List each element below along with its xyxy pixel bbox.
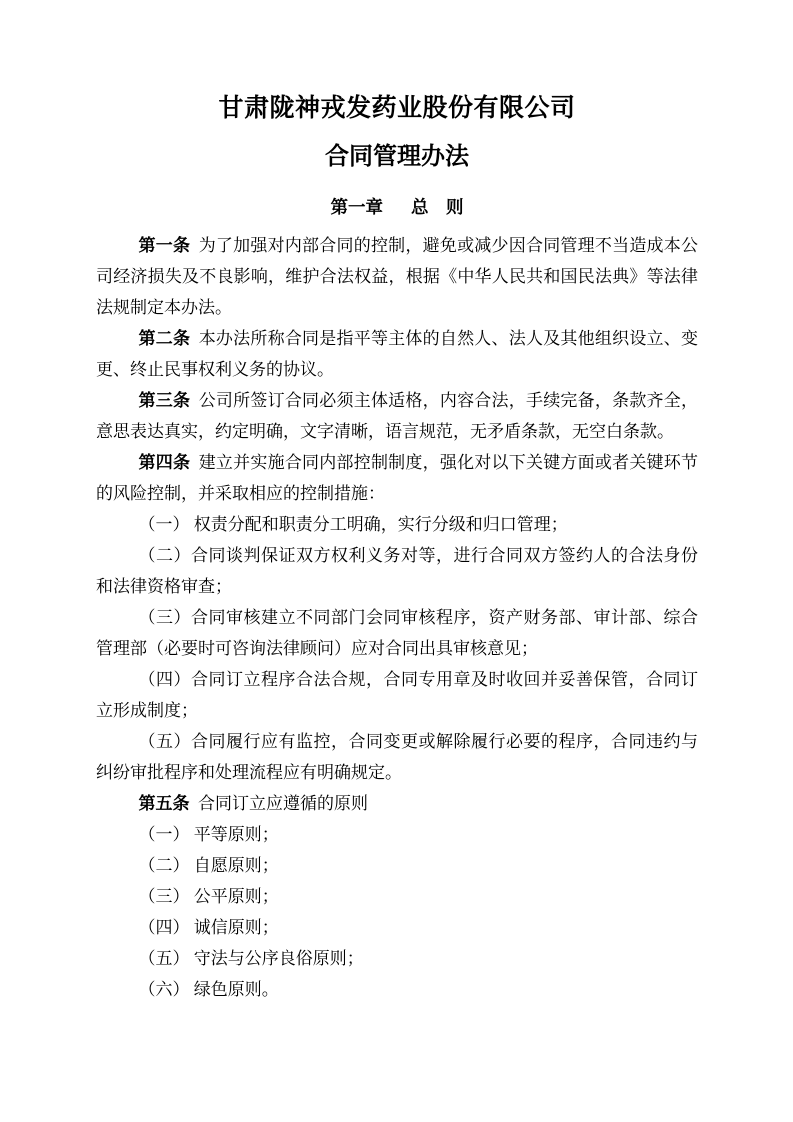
company-title: 甘肃陇神戎发药业股份有限公司 [218, 95, 576, 122]
paragraph [96, 385, 698, 447]
paragraph-text: 公司所签订合同必须主体适格，内容合法，手续完备，条款齐全，意思表达真实，约定明确，文字清晰，语言规范，无矛盾条款，无空白条款。 [96, 391, 699, 441]
paragraph-text: （一） 平等原则； [138, 825, 279, 844]
paragraph [96, 912, 698, 943]
article-label: 第三条 [138, 391, 191, 410]
paragraph [96, 509, 698, 540]
paragraph [96, 323, 698, 385]
paragraph-text: （五） 守法与公序良俗原则； [138, 949, 364, 968]
paragraph-text: （三）合同审核建立不同部门会同审核程序，资产财务部、审计部、综合管理部（必要时可咨询法律顾问）应对合同出具审核意见； [96, 608, 698, 658]
chapter-heading [96, 194, 698, 220]
paragraph-text: （二）合同谈判保证双方权利义务对等，进行合同双方签约人的合法身份和法律资格审查； [96, 546, 698, 596]
document-title: 合同管理办法 [325, 144, 469, 170]
paragraph [96, 850, 698, 881]
paragraph [96, 664, 698, 726]
article-label: 第二条 [138, 329, 191, 348]
paragraph [96, 819, 698, 850]
document-body [96, 230, 698, 1005]
article-label: 第五条 [138, 794, 190, 813]
paragraph [96, 447, 698, 509]
paragraph-text: 建立并实施合同内部控制制度，强化对以下关键方面或者关键环节的风险控制，并采取相应的控制措施： [96, 453, 699, 503]
paragraph [96, 974, 698, 1005]
paragraph-text: 为了加强对内部合同的控制，避免或减少因合同管理不当造成本公司经济损失及不良影响，维护合法权益，根据《中华人民共和国民法典》等法律法规制定本办法。 [96, 236, 699, 317]
paragraph-text: （二） 自愿原则； [138, 856, 279, 875]
paragraph-text: （四） 诚信原则； [138, 918, 279, 937]
paragraph-text: （三） 公平原则； [138, 887, 279, 906]
paragraph-text: （一） 权责分配和职责分工明确，实行分级和归口管理； [138, 515, 568, 534]
paragraph-text: 本办法所称合同是指平等主体的自然人、法人及其他组织设立、变更、终止民事权利义务的协议。 [96, 329, 699, 379]
paragraph [96, 726, 698, 788]
paragraph-text: （五）合同履行应有监控，合同变更或解除履行必要的程序，合同违约与纠纷审批程序和处理流程应有明确规定。 [96, 732, 698, 782]
paragraph [96, 540, 698, 602]
chapter-number: 第一章 [330, 197, 383, 217]
article-label: 第四条 [138, 453, 191, 472]
paragraph [96, 230, 698, 323]
paragraph [96, 788, 698, 819]
paragraph [96, 943, 698, 974]
paragraph-text: 合同订立应遵循的原则 [198, 794, 368, 813]
paragraph-text: （四）合同订立程序合法合规，合同专用章及时收回并妥善保管，合同订立形成制度； [96, 670, 698, 720]
article-label: 第一条 [138, 236, 191, 255]
chapter-title: 总 则 [411, 197, 464, 217]
paragraph-text: （六） 绿色原则。 [138, 980, 279, 999]
paragraph [96, 881, 698, 912]
paragraph [96, 602, 698, 664]
